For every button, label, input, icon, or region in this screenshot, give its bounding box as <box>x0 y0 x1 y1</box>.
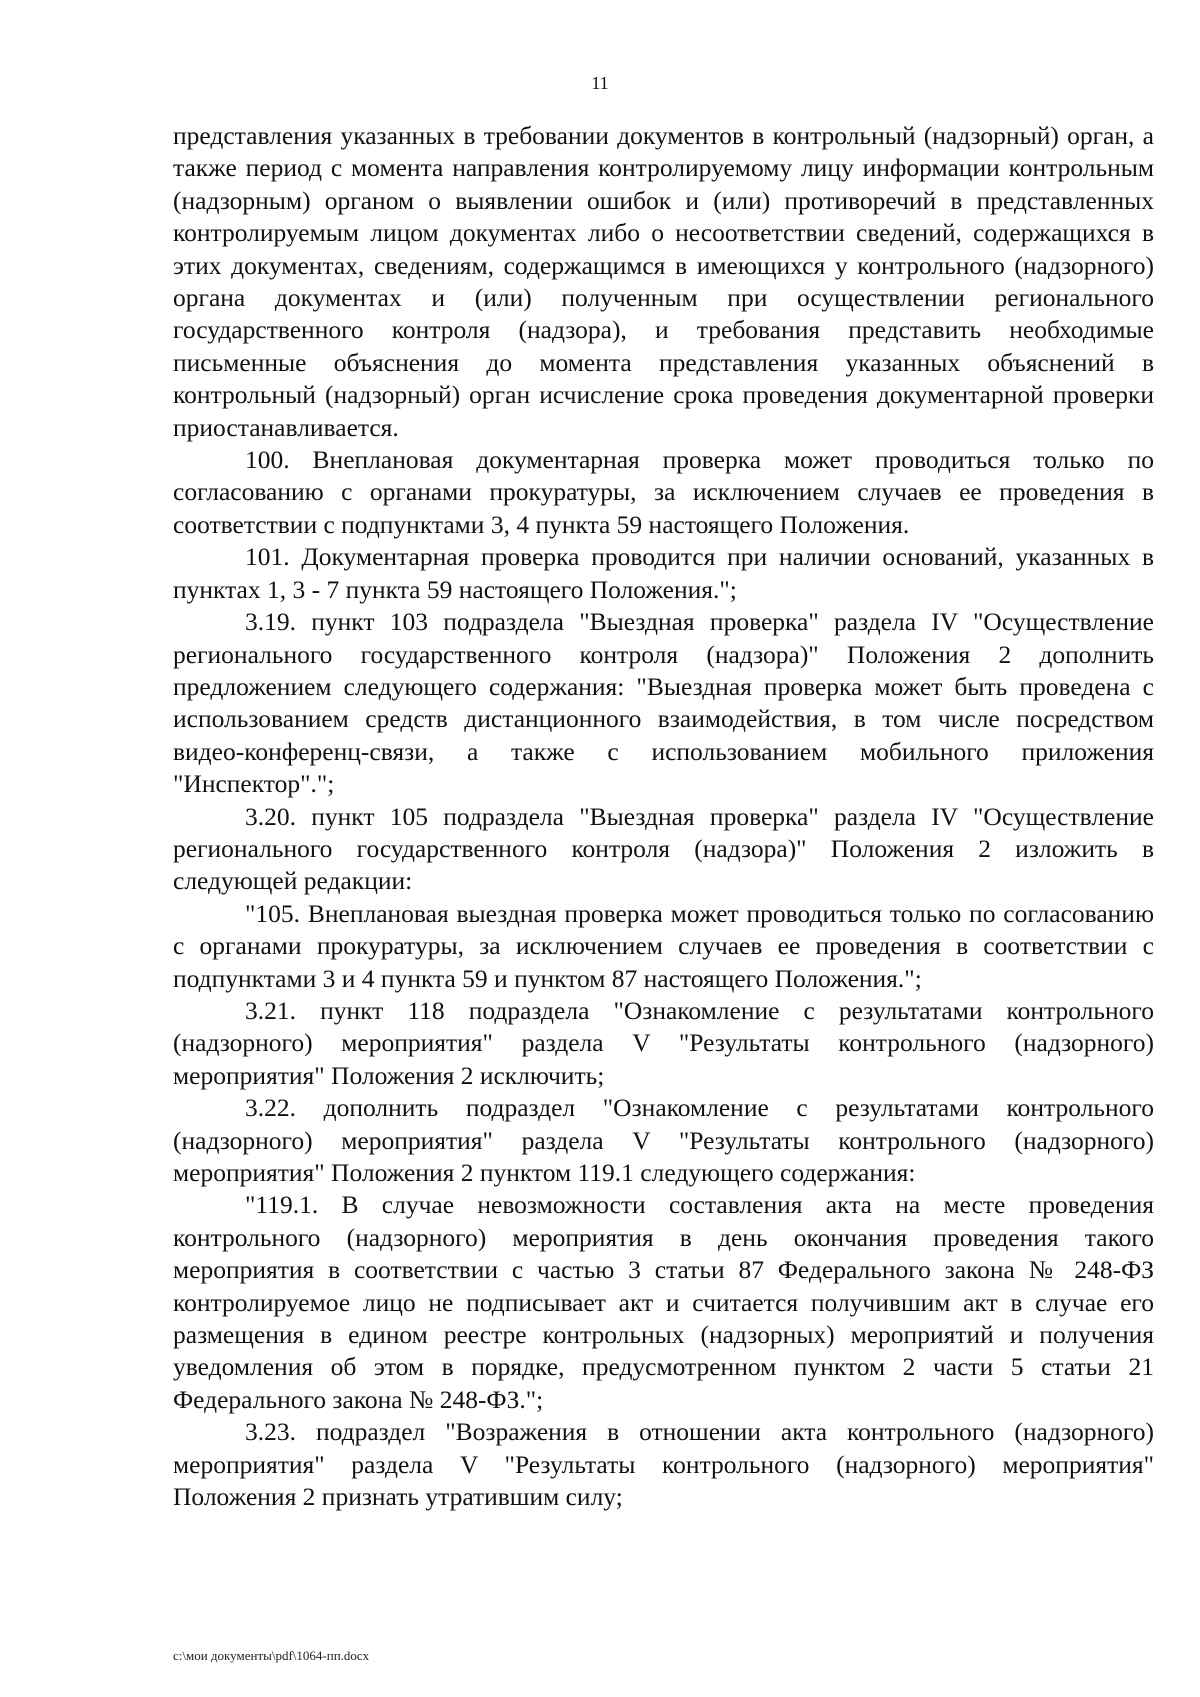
paragraph-item-3-23: 3.23. подраздел "Возражения в отношении акта контрольного (надзорного) мероприятия" раздела V "Результаты контрольного (надзорного) мероприятия" Положения 2 признать утратившим силу; <box>173 1417 1154 1512</box>
paragraph-item-3-21: 3.21. пункт 118 подраздела "Ознакомление с результатами контрольного (надзорного) мероприятия" раздела V "Результаты контрольного (надзорного) мероприятия" Положения 2 исключить; <box>173 995 1154 1090</box>
paragraph-item-3-20: 3.20. пункт 105 подраздела "Выездная проверка" раздела IV "Осуществление регионального государственного контроля (надзора)" Положения 2 изложить в следующей редакции: <box>173 801 1154 896</box>
footer-file-path: c:\мои документы\pdf\1064-пп.docx <box>173 1648 370 1663</box>
paragraph-item-105: "105. Внеплановая выездная проверка может проводиться только по согласованию с органами прокуратуры, за исключением случаев ее проведения в соответствии с подпунктами 3 и 4 пункта 59 и пунктом 87 настоящего Положения."; <box>173 898 1154 993</box>
document-body <box>173 120 1154 1513</box>
paragraph-item-101: 101. Документарная проверка проводится при наличии оснований, указанных в пунктах 1, 3 - 7 пункта 59 настоящего Положения."; <box>173 542 1154 604</box>
paragraph-item-3-19: 3.19. пункт 103 подраздела "Выездная проверка" раздела IV "Осуществление регионального государственного контроля (надзора)" Положения 2 дополнить предложением следующего содержания: "Выездная проверка может быть проведена с использованием средств дистанционного взаимодействия, в том числе посредством видео-конференц-связи, а также с использованием мобильного приложения "Инспектор"."; <box>173 607 1154 799</box>
paragraph-continuation: представления указанных в требовании документов в контрольный (надзорный) орган, а также период с момента направления контролируемому лицу информации контрольным (надзорным) органом о выявлении ошибок и (или) противоречий в представленных контролируемым лицом документах либо о несоответствии сведений, содержащихся в этих документах, сведениям, содержащимся в имеющихся у контрольного (надзорного) органа документах и (или) полученным при осуществлении регионального государственного контроля (надзора), и требования представить необходимые письменные объяснения до момента представления указанных объяснений в контрольный (надзорный) орган исчисление срока проведения документарной проверки приостанавливается. <box>173 121 1154 442</box>
paragraph-item-119-1: "119.1. В случае невозможности составления акта на месте проведения контрольного (надзорного) мероприятия в день окончания проведения такого мероприятия в соответствии с частью 3 статьи 87 Федерального закона № 248-ФЗ контролируемое лицо не подписывает акт и считается получившим акт в случае его размещения в едином реестре контрольных (надзорных) мероприятий и получения уведомления об этом в порядке, предусмотренном пунктом 2 части 5 статьи 21 Федерального закона № 248-ФЗ."; <box>173 1190 1154 1414</box>
paragraph-item-3-22: 3.22. дополнить подраздел "Ознакомление с результатами контрольного (надзорного) мероприятия" раздела V "Результаты контрольного (надзорного) мероприятия" Положения 2 пунктом 119.1 следующего содержания: <box>173 1093 1154 1187</box>
page-number: 11 <box>591 73 609 93</box>
paragraph-item-100: 100. Внеплановая документарная проверка может проводиться только по согласованию с органами прокуратуры, за исключением случаев ее проведения в соответствии с подпунктами 3, 4 пункта 59 настоящего Положения. <box>173 445 1154 539</box>
